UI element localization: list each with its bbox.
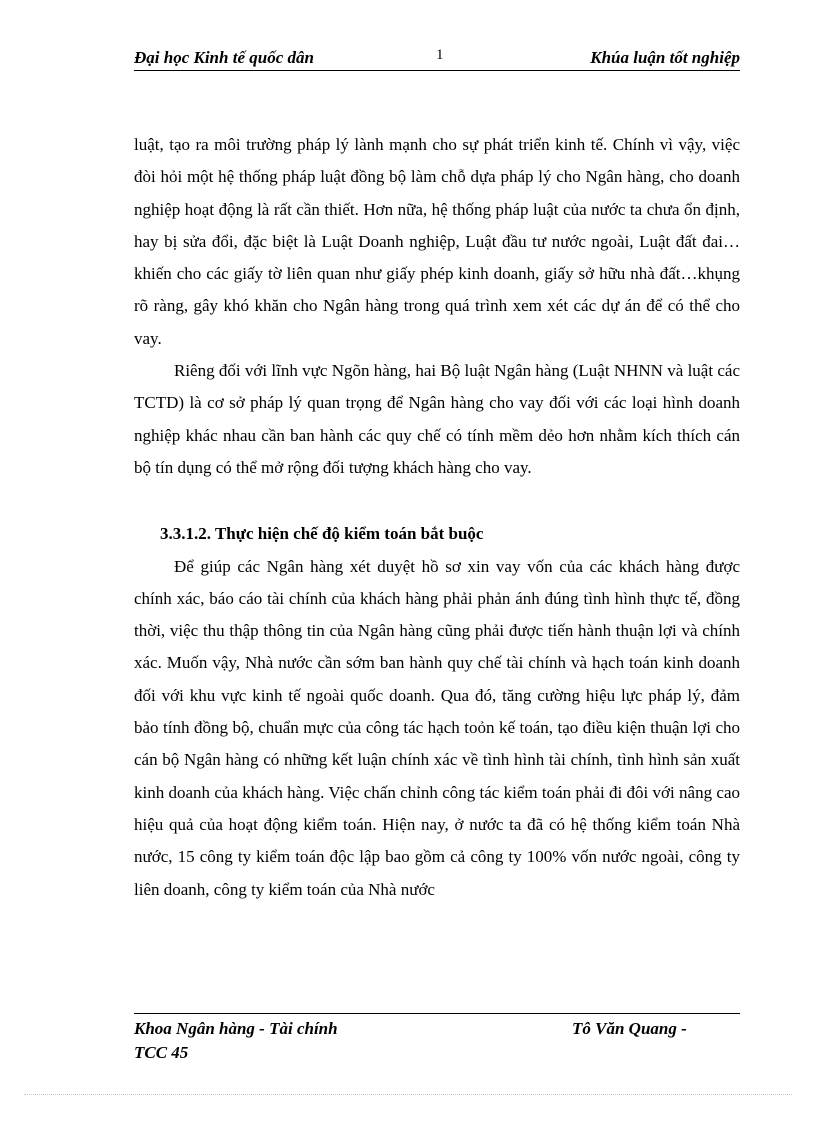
header-university: Đại học Kinh tế quốc dân (134, 48, 314, 67)
paragraph-banking-law: Riêng đối với lĩnh vực Ngõn hàng, hai Bộ luật Ngân hàng (Luật NHNN và luật các TCTD) là cơ sở pháp lý quan trọng để Ngân hàng cho vay đối với các loại hình doanh nghiệp khác nhau cần ban hành các quy chế có tính mềm dẻo hơn nhằm kích thích cán bộ tín dụng có thể mở rộng đối tượng khách hàng cho vay. (134, 361, 740, 477)
footer-author: Tô Văn Quang - (572, 1019, 687, 1038)
page-bottom-divider (24, 1094, 792, 1095)
paragraph-legal-environment: luật, tạo ra môi trường pháp lý lành mạnh cho sự phát triển kinh tế. Chính vì vậy, việc đòi hỏi một hệ thống pháp luật đồng bộ làm chỗ dựa pháp lý cho Ngân hàng, cho doanh nghiệp hoạt động là rất cần thiết. Hơn nữa, hệ thống pháp luật của nước ta chưa ổn định, hay bị sửa đổi, đặc biệt là Luật Doanh nghiệp, Luật đầu tư nước ngoài, Luật đất đai… khiến cho các giấy tờ liên quan như giấy phép kinh doanh, giấy sở hữu nhà đất…khụng rõ ràng, gây khó khăn cho Ngân hàng trong quá trình xem xét các dự án để có thể cho vay. (134, 135, 740, 348)
page-footer (134, 1013, 740, 1065)
footer-faculty: Khoa Ngân hàng - Tài chính (134, 1019, 338, 1038)
page-header (134, 48, 740, 71)
header-thesis-title: Khúa luận tốt nghiệp (590, 48, 740, 67)
section-heading: 3.3.1.2. Thực hiện chế độ kiểm toán bắt buộc (160, 524, 484, 544)
footer-class: TCC 45 (134, 1043, 189, 1062)
paragraph-mandatory-audit: Để giúp các Ngân hàng xét duyệt hồ sơ xin vay vốn của các khách hàng được chính xác, báo cáo tài chính của khách hàng phải phản ánh đúng tình hình thực tế, đồng thời, việc thu thập thông tin của Ngân hàng cũng phải được tiến hành thuận lợi và chính xác. Muốn vậy, Nhà nước cần sớm ban hành quy chế tài chính và hạch toán kinh doanh đối với khu vực kinh tế ngoài quốc doanh. Qua đó, tăng cường hiệu lực pháp lý, đảm bảo tính đồng bộ, chuẩn mực của công tác hạch toỏn kế toán, tạo điều kiện thuận lợi cho cán bộ Ngân hàng có những kết luận chính xác về tình hình tài chính, tình hình sản xuất kinh doanh của khách hàng. Việc chấn chỉnh công tác kiểm toán phải đi đôi với nâng cao hiệu quả của hoạt động kiểm toán. Hiện nay, ở nước ta đã có hệ thống kiểm toán Nhà nước, 15 công ty kiểm toán độc lập bao gồm cả công ty 100% vốn nước ngoài, công ty liên doanh, công ty kiểm toán của Nhà nước (134, 556, 740, 899)
document-body (134, 129, 740, 906)
page-number: 1 (436, 47, 444, 63)
